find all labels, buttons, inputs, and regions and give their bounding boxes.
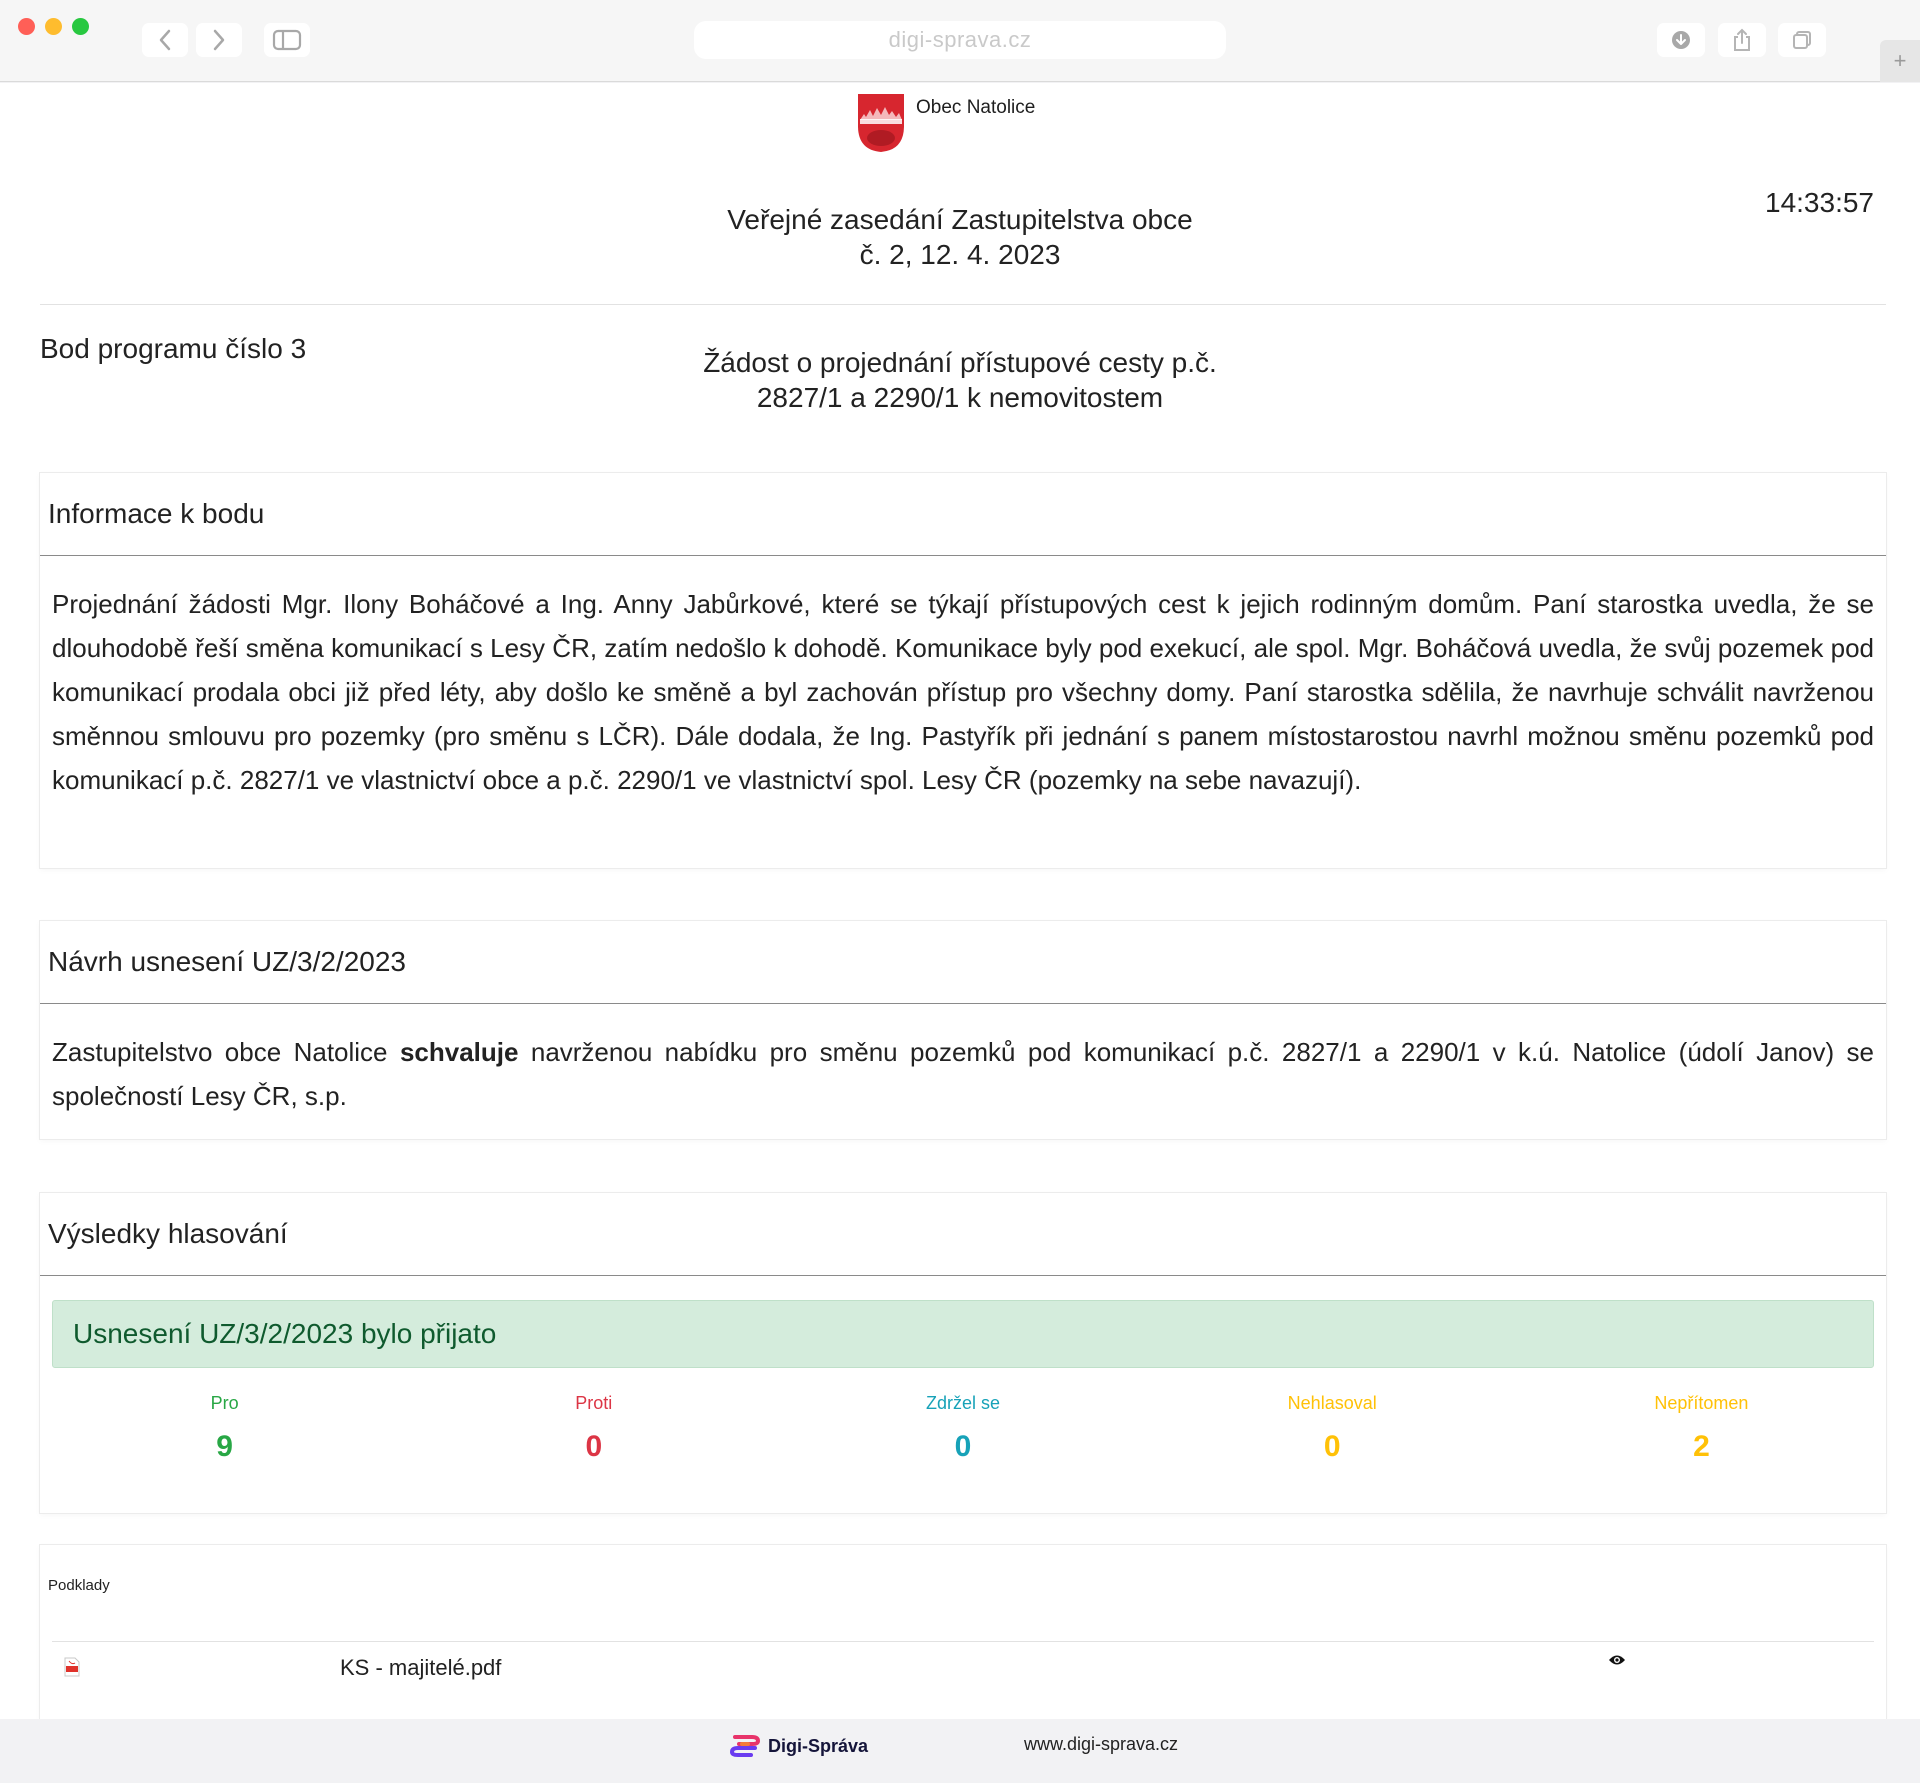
tabs-icon <box>1791 29 1813 51</box>
info-text: Projednání žádosti Mgr. Ilony Boháčové a Ing. Anny Jabůrkové, které se týkají přístupových cest k jejich rodinným domům. Paní starostka uvedla, že se dlouhodobě řeší směna komunikací s Lesy ČR, zatím nedošlo k dohodě. Komunikace byly pod exekucí, ale spol. Mgr. Boháčová uvedla, že svůj pozemek pod komunikací prodala obci již před léty, aby došlo ke směně a byl zachován přístup pro všechny domy. Paní starostka sdělila, že navrhuje schválit navrženou směnnou smlouvu pro pozemky (pro směnu s LČR). Dále dodala, že Ing. Pastyřík při jednání s panem místostarostou navrhl možnou směnu pozemků pod komunikací p.č. 2827/1 ve vlastnictví obce a p.č. 2290/1 ve vlastnictví spol. Lesy ČR (pozemky na sebe navazují). <box>52 589 1874 795</box>
vote-value: 9 <box>216 1430 233 1463</box>
documents-divider <box>52 1641 1874 1642</box>
chevron-right-icon <box>212 29 226 51</box>
vote-label: Nehlasoval <box>1287 1393 1377 1413</box>
eye-icon[interactable] <box>1608 1653 1626 1672</box>
downloads-button[interactable] <box>1657 23 1705 57</box>
vote-label: Zdržel se <box>925 1393 1001 1413</box>
share-icon <box>1731 28 1753 52</box>
footer-brand: Digi-Správa <box>768 1735 869 1756</box>
resolution-text-bold: schvaluje <box>399 1037 519 1067</box>
municipality-logo <box>856 92 906 154</box>
resolution-card <box>40 921 1886 1139</box>
vote-label: Nepřítomen <box>1654 1393 1749 1413</box>
resolution-text-after: navrženou nabídku pro směnu pozemků pod komunikací p.č. 2827/1 a 2290/1 v k.ú. Natolice (údolí Janov) se společností Lesy ČR, s.p. <box>52 1037 1875 1111</box>
meeting-title-line2: č. 2, 12. 4. 2023 <box>859 239 1061 270</box>
agenda-title-line2: 2827/1 a 2290/1 k nemovitostem <box>756 382 1164 413</box>
info-heading: Informace k bodu <box>40 473 1886 556</box>
vote-label: Pro <box>210 1393 239 1413</box>
clock: 14:33:57 <box>1765 187 1874 218</box>
resolution-heading: Návrh usnesení UZ/3/2/2023 <box>40 921 1886 1004</box>
header-divider <box>40 304 1886 305</box>
vote-counts <box>40 1390 1886 1464</box>
new-tab-button[interactable] <box>1880 40 1920 82</box>
meeting-title-line1: Veřejné zasedání Zastupitelstva obce <box>727 204 1193 235</box>
voting-heading: Výsledky hlasování <box>40 1193 1886 1276</box>
tabs-overview-button[interactable] <box>1778 23 1826 57</box>
digi-sprava-logo-icon <box>730 1731 760 1761</box>
voting-result-text: Usnesení UZ/3/2/2023 bylo přijato <box>73 1318 497 1349</box>
address-bar[interactable] <box>694 21 1226 59</box>
footer-logo[interactable] <box>730 1731 868 1761</box>
vote-value: 0 <box>954 1430 972 1463</box>
document-link[interactable]: KS - majitelé.pdf <box>340 1655 502 1680</box>
resolution-text-before: Zastupitelstvo obce Natolice <box>52 1037 400 1067</box>
url-text: digi-sprava.cz <box>888 27 1032 52</box>
resolution-text <box>40 1004 1886 1138</box>
minimize-window-button[interactable] <box>45 18 62 35</box>
share-button[interactable] <box>1718 23 1766 57</box>
documents-card <box>40 1545 1886 1719</box>
download-icon <box>1670 29 1692 51</box>
footer <box>0 1719 1920 1783</box>
pdf-icon <box>64 1657 80 1682</box>
agenda-item-title <box>560 345 1360 415</box>
agenda-item-label: Bod programu číslo 3 <box>40 333 307 364</box>
maximize-window-button[interactable] <box>72 18 89 35</box>
browser-toolbar <box>0 0 1920 82</box>
vote-label: Proti <box>575 1393 613 1413</box>
voting-result-banner <box>52 1300 1874 1368</box>
vote-pro <box>40 1390 409 1464</box>
info-card <box>40 473 1886 868</box>
vote-nepritomen <box>1517 1390 1886 1464</box>
coat-of-arms-icon <box>856 92 906 154</box>
back-button[interactable] <box>142 23 188 57</box>
sidebar-toggle-button[interactable] <box>264 23 310 57</box>
vote-zdrzel-se <box>778 1390 1147 1464</box>
sidebar-icon <box>272 29 302 51</box>
close-window-button[interactable] <box>18 18 35 35</box>
meeting-title <box>560 202 1360 272</box>
forward-button[interactable] <box>196 23 242 57</box>
page-content <box>0 83 1920 1719</box>
voting-card <box>40 1193 1886 1513</box>
municipality-name: Obec Natolice <box>916 97 1036 118</box>
vote-nehlasoval <box>1148 1390 1517 1464</box>
chevron-left-icon <box>158 29 172 51</box>
vote-proti <box>409 1390 778 1464</box>
documents-heading: Podklady <box>48 1577 110 1594</box>
vote-value: 0 <box>585 1430 603 1463</box>
vote-value: 2 <box>1693 1430 1710 1463</box>
footer-url[interactable]: www.digi-sprava.cz <box>1024 1734 1179 1754</box>
agenda-title-line1: Žádost o projednání přístupové cesty p.č. <box>703 347 1217 378</box>
plus-icon: + <box>1893 48 1907 73</box>
vote-value: 0 <box>1323 1430 1341 1463</box>
